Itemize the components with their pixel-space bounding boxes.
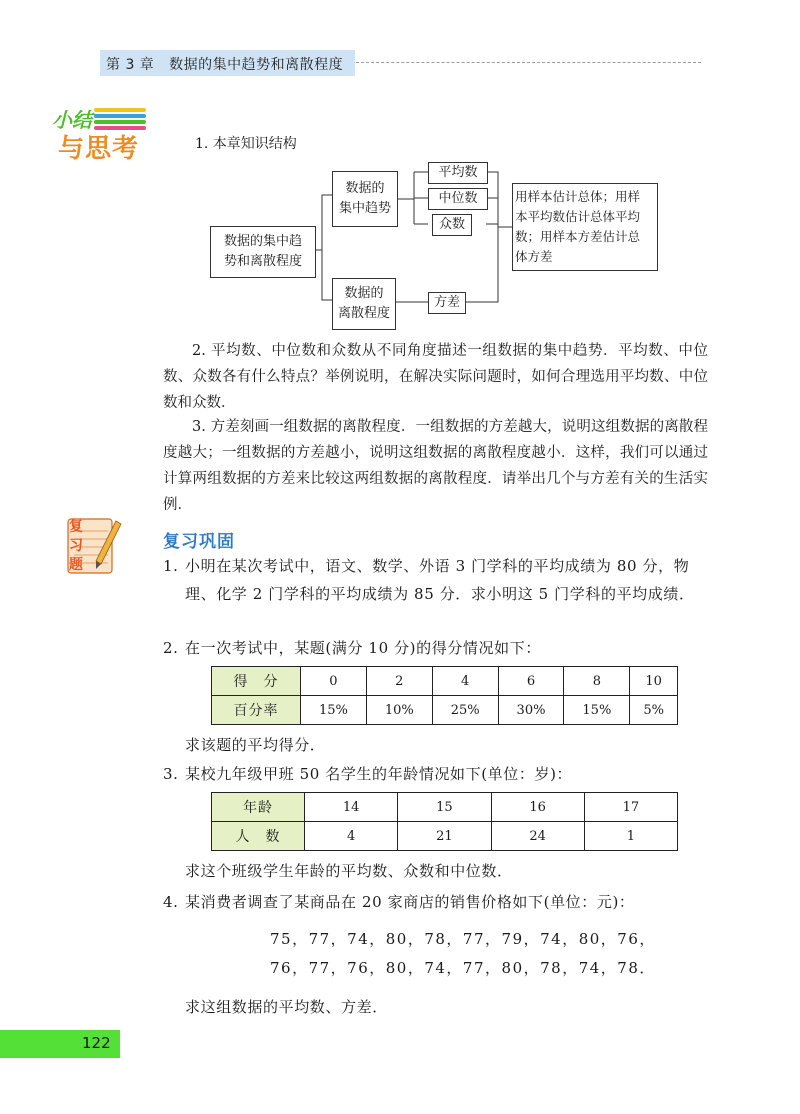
count-cell: 1 — [584, 822, 677, 851]
score-cell: 6 — [498, 667, 564, 696]
rate-cell: 5% — [630, 696, 678, 725]
age-table — [211, 792, 678, 851]
diagram-central-box: 数据的 集中趋势 — [332, 171, 398, 227]
count-row-header: 人 数 — [212, 822, 305, 851]
problem-2 — [163, 634, 708, 662]
score-cell: 8 — [564, 667, 630, 696]
diagram-median-box: 中位数 — [428, 188, 488, 210]
summary-logo-top: 小结 — [52, 108, 92, 132]
rate-cell: 30% — [498, 696, 564, 725]
section-knowledge-structure: 1. 本章知识结构 — [195, 136, 297, 152]
problem-4-question: 求这组数据的平均数、方差． — [185, 998, 388, 1016]
age-row — [212, 793, 678, 822]
rate-row — [212, 696, 678, 725]
diagram-dispersion-box: 数据的 离散程度 — [332, 278, 396, 330]
diagram-connectors — [0, 0, 800, 340]
age-cell: 17 — [584, 793, 677, 822]
summary-paragraph-2: 2. 平均数、中位数和众数从不同角度描述一组数据的集中趋势．平均数、中位数、众数各有什么特点？举例说明，在解决实际问题时，如何合理选用平均数、中位数和众数． — [163, 343, 708, 411]
diagram-root-box: 数据的集中趋 势和离散程度 — [210, 226, 316, 278]
problem-1 — [163, 552, 708, 608]
review-section-title: 复习巩固 — [163, 532, 235, 552]
count-cell: 24 — [491, 822, 584, 851]
score-cell: 4 — [432, 667, 498, 696]
problem-3-number: 3. — [163, 765, 179, 783]
count-cell: 21 — [398, 822, 491, 851]
age-cell: 16 — [491, 793, 584, 822]
rate-cell: 25% — [432, 696, 498, 725]
connector-central-stats — [414, 172, 428, 224]
problem-2-question: 求该题的平均得分． — [185, 736, 326, 754]
age-cell: 15 — [398, 793, 491, 822]
count-cell: 4 — [305, 822, 398, 851]
age-cell: 14 — [305, 793, 398, 822]
rate-cell: 10% — [366, 696, 432, 725]
diagram-variance-box: 方差 — [428, 292, 466, 314]
problem-1-number: 1. — [163, 557, 179, 575]
problem-3-question: 求这个班级学生年龄的平均数、众数和中位数． — [185, 862, 513, 880]
problem-3-text: 某校九年级甲班 50 名学生的年龄情况如下(单位：岁)： — [185, 765, 573, 783]
problem-1-text: 小明在某次考试中，语文、数学、外语 3 门学科的平均成绩为 80 分，物理、化学 2 门学科的平均成绩为 85 分．求小明这 5 门学科的平均成绩． — [185, 557, 695, 603]
score-cell: 2 — [366, 667, 432, 696]
diagram-mean-box: 平均数 — [428, 162, 488, 184]
score-row-header: 得 分 — [212, 667, 301, 696]
score-table — [211, 666, 678, 725]
rate-cell: 15% — [301, 696, 367, 725]
diagram-conclusion-box: 用样本估计总体；用样 本平均数估计总体平均 数；用样本方差估计总 体方差 — [512, 183, 658, 271]
rate-cell: 15% — [564, 696, 630, 725]
connector-root-central — [314, 195, 332, 250]
chapter-title: 数据的集中趋势和离散程度 — [169, 57, 344, 73]
score-row — [212, 667, 678, 696]
review-icon-label: 复 习 题 — [69, 519, 83, 573]
problem-4 — [163, 888, 708, 916]
problem-4-number: 4. — [163, 893, 179, 911]
score-cell: 10 — [630, 667, 678, 696]
problem-2-text: 在一次考试中，某题(满分 10 分)的得分情况如下： — [185, 639, 541, 657]
rate-row-header: 百分率 — [212, 696, 301, 725]
problem-4-text: 某消费者调查了某商品在 20 家商店的销售价格如下(单位：元)： — [185, 893, 635, 911]
chapter-label: 第 3 章 — [106, 57, 155, 73]
score-cell: 0 — [301, 667, 367, 696]
summary-paragraph-3: 3. 方差刻画一组数据的离散程度．一组数据的方差越大，说明这组数据的离散程度越大；一组数据的方差越小，说明这组数据的离散程度越小．这样，我们可以通过计算两组数据的方差来比较这两组数据的离散程度．请举出几个与方差有关的生活实例． — [163, 419, 708, 513]
summary-logo-bottom: 与思考 — [58, 134, 140, 164]
problem-3 — [163, 760, 708, 788]
page-number: 122 — [82, 1034, 111, 1052]
connector-root-dispersion — [322, 250, 332, 300]
age-row-header: 年龄 — [212, 793, 305, 822]
price-data-line-2: 76，77，76，80，74，77，80，78，74，78． — [270, 959, 656, 977]
problem-2-number: 2. — [163, 639, 179, 657]
diagram-mode-box: 众数 — [432, 214, 472, 236]
price-data-line-1: 75，77，74，80，78，77，79，74，80，76， — [270, 930, 656, 948]
count-row — [212, 822, 678, 851]
